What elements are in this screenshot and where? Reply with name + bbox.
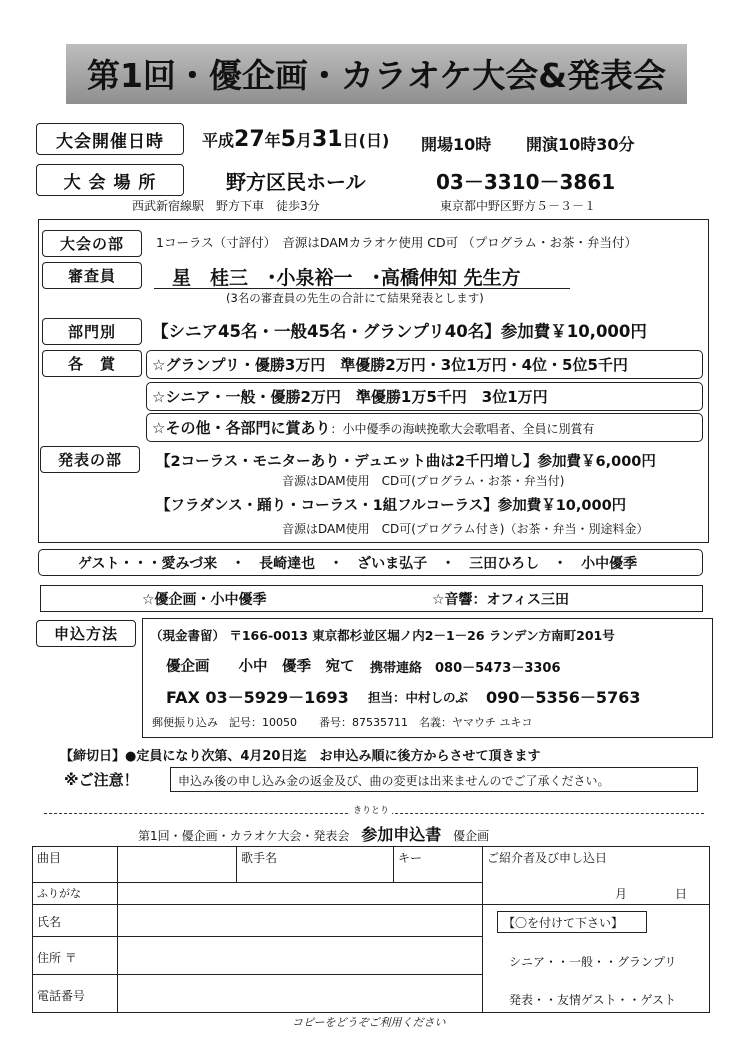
category-field	[483, 905, 710, 1013]
prize-3-main: ☆その他・各部門に賞あり	[152, 419, 331, 437]
date-month: 5	[280, 127, 296, 152]
recital-2-note: 音源はDAM使用 CD可(プログラム付き)（お茶・弁当・別途料金）	[282, 522, 649, 536]
category-option-1[interactable]: シニア・・一般・・グランプリ	[509, 955, 677, 969]
caution-text: 申込み後の申し込み金の返金及び、曲の変更は出来ませんのでご了承ください。	[178, 774, 610, 788]
date-label: 大会開催日時	[36, 123, 184, 155]
date-era: 平成	[202, 131, 235, 150]
apply-staff-phone: 090－5356－5763	[486, 688, 641, 707]
song-input[interactable]	[118, 847, 237, 883]
judges-underline	[154, 288, 570, 289]
prize-2: ☆シニア・一般・優勝2万円 準優勝1万5千円 3位1万円	[152, 388, 548, 406]
singer-label: 歌手名	[241, 851, 278, 865]
date-day-label: 日	[675, 887, 688, 901]
guests-text: ゲスト・・・愛みづ来 ・ 長崎達也 ・ ざいま弘子 ・ 三田ひろし ・ 小中優季	[78, 556, 638, 572]
judges-note: (3名の審査員の先生の合計にて結果発表とします)	[226, 291, 484, 305]
tournament-text: 1コーラス（寸評付） 音源はDAMカラオケ使用 CD可 （プログラム・お茶・弁当付）	[156, 235, 637, 250]
venue-phone: 03－3310－3861	[436, 170, 616, 194]
event-date	[202, 127, 389, 152]
song-field[interactable]	[33, 847, 118, 883]
planning-text: ☆優企画・小中優季	[142, 592, 267, 608]
form-header-event: 第1回・優企画・カラオケ大会・発表会	[138, 829, 350, 843]
recital-2: 【フラダンス・踊り・コーラス・1組フルコーラス】参加費￥10,000円	[156, 498, 627, 514]
date-year: 27	[234, 127, 265, 152]
phone-label: 電話番号	[37, 989, 86, 1003]
date-dow: (日)	[358, 131, 390, 150]
apply-staff: 担当：中村しのぶ	[368, 690, 469, 705]
furigana-field[interactable]	[33, 883, 118, 905]
tournament-label: 大会の部	[42, 230, 142, 257]
form-header-org: 優企画	[453, 829, 490, 843]
apply-line-1: （現金書留） 〒166-0013 東京都杉並区堀ノ内2－1－26 ランデン方南町201号	[150, 628, 615, 643]
judges-label: 審査員	[42, 262, 142, 289]
form-header	[138, 822, 489, 845]
date-month-label: 月	[615, 887, 628, 901]
prizes-label: 各 賞	[42, 350, 142, 377]
phone-input[interactable]	[118, 975, 483, 1013]
division-text: 【シニア45名・一般45名・グランプリ40名】参加費￥10,000円	[152, 322, 647, 341]
staff-box	[40, 585, 703, 612]
recital-label: 発表の部	[40, 446, 140, 473]
copy-note: コピーをどうぞご利用ください	[292, 1016, 446, 1029]
prize-3-sub: ：小中優季の海峡挽歌大会歌唱者、全員に別賞有	[330, 422, 595, 436]
date-day-unit: 日	[342, 131, 359, 150]
address-label: 住所 〒	[37, 951, 77, 965]
category-option-2[interactable]: 発表・・友情ゲスト・・ゲスト	[509, 993, 677, 1007]
prize-3	[152, 417, 594, 438]
venue-address: 東京都中野区野方５－３－１	[440, 199, 597, 213]
judges-text: 星 桂三 ･小泉裕一 ･高橋伸知 先生方	[172, 267, 521, 289]
referrer-label: ご紹介者及び申し込日	[487, 851, 608, 865]
name-input[interactable]	[118, 905, 483, 937]
start-time: 開演10時30分	[526, 135, 635, 154]
song-label: 曲目	[37, 851, 62, 865]
cut-label: きりとり	[350, 803, 392, 816]
key-label: キー	[398, 851, 423, 865]
recital-1-note: 音源はDAM使用 CD可(プログラム・お茶・弁当付)	[282, 474, 565, 488]
date-year-unit: 年	[264, 131, 281, 150]
venue-label: 大 会 場 所	[36, 164, 184, 196]
date-month-unit: 月	[295, 131, 312, 150]
venue-name: 野方区民ホール	[226, 170, 366, 194]
furigana-label: ふりがな	[37, 887, 81, 900]
division-label: 部門別	[42, 318, 142, 345]
address-input[interactable]	[118, 937, 483, 975]
page-title: 第1回・優企画・カラオケ大会&発表会	[86, 56, 667, 95]
date-day: 31	[311, 127, 343, 152]
sound-text: ☆音響：オフィス三田	[432, 592, 570, 608]
phone-field[interactable]	[33, 975, 118, 1013]
apply-mobile: 携帯連絡 080－5473－3306	[370, 661, 561, 676]
form-header-title: 参加申込書	[361, 825, 442, 844]
apply-recipient: 優企画 小中 優季 宛て	[166, 659, 355, 675]
apply-postal-transfer: 郵便振り込み 記号：10050 番号：87535711 名義：ヤマウチ ユキコ	[152, 716, 533, 729]
recital-1: 【2コーラス・モニターあり・デュエット曲は2千円増し】参加費￥6,000円	[156, 454, 656, 470]
referrer-field[interactable]	[483, 847, 710, 905]
singer-field[interactable]	[237, 847, 394, 883]
open-time: 開場10時	[421, 135, 492, 154]
name-field[interactable]	[33, 905, 118, 937]
deadline-text: 【締切日】●定員になり次第、4月20日迄 お申込み順に後方からさせて頂きます	[60, 749, 541, 764]
apply-label: 申込方法	[36, 620, 136, 647]
caution-label: ※ご注意！	[64, 771, 139, 789]
prize-1: ☆グランプリ・優勝3万円 準優勝2万円・3位1万円・4位・5位5千円	[152, 356, 628, 374]
name-label: 氏名	[37, 915, 62, 929]
address-field[interactable]	[33, 937, 118, 975]
apply-fax: FAX 03－5929－1693	[166, 688, 349, 707]
furigana-input[interactable]	[118, 883, 483, 905]
circle-note: 【〇を付けて下さい】	[503, 916, 624, 930]
entry-form	[32, 846, 710, 1013]
venue-access: 西武新宿線駅 野方下車 徒歩3分	[132, 199, 320, 213]
key-field[interactable]	[394, 847, 483, 883]
